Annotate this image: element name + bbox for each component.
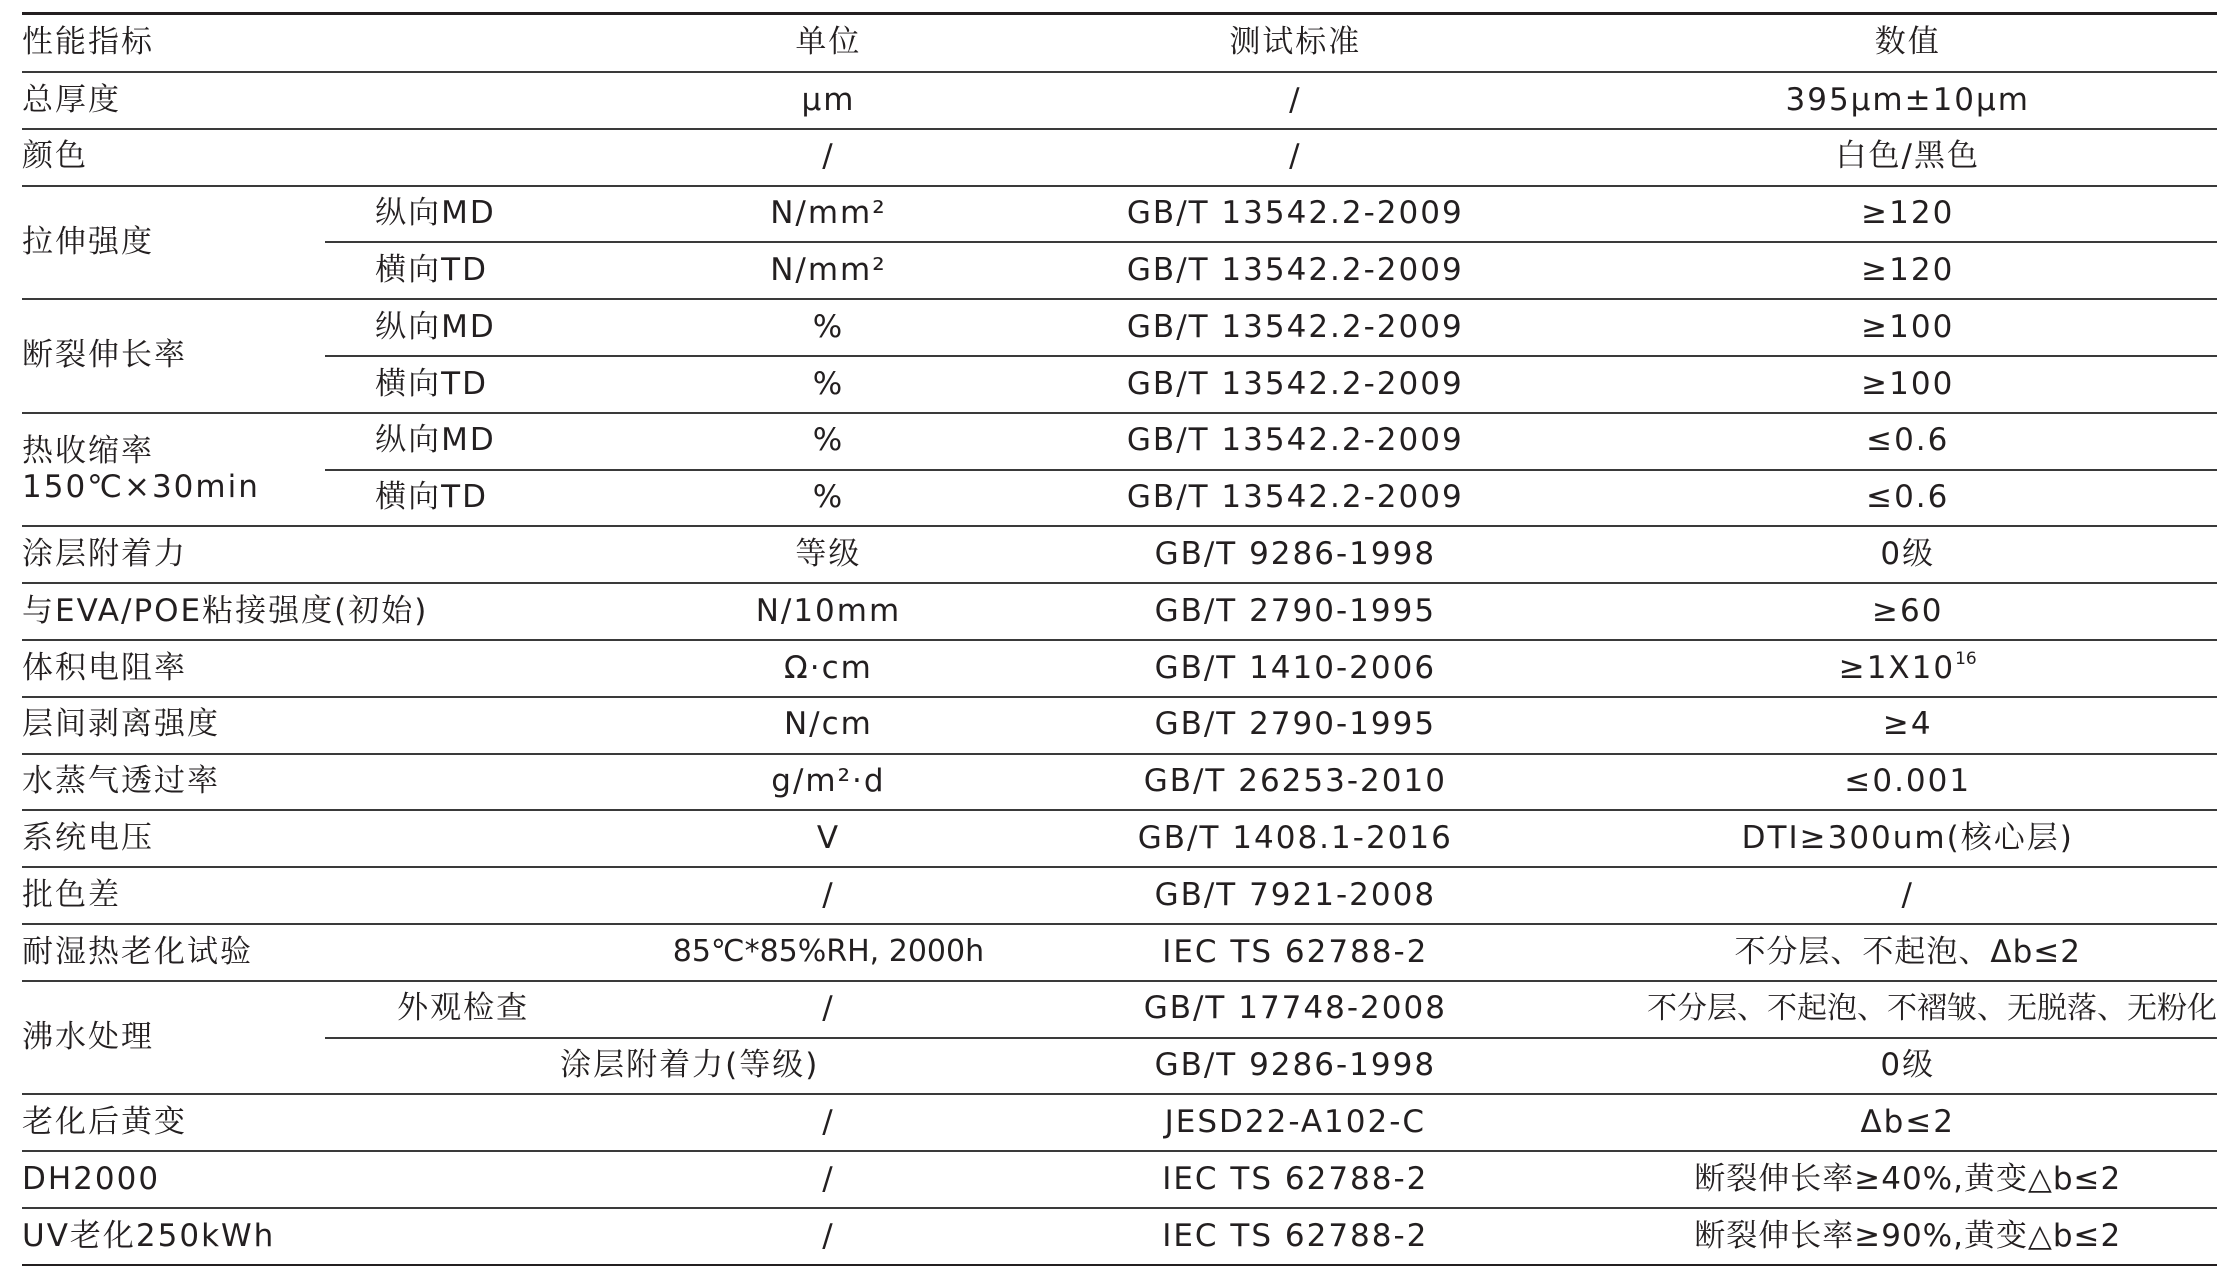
property-cell: 总厚度 xyxy=(22,72,665,129)
table-row xyxy=(22,299,2217,356)
subproperty-cell: 横向TD xyxy=(325,242,665,299)
standard-cell: IEC TS 62788-2 xyxy=(992,1208,1598,1265)
value-cell: ≥100 xyxy=(1598,299,2217,356)
unit-cell: % xyxy=(665,299,992,356)
unit-cell: / xyxy=(665,1151,992,1208)
subproperty-cell: 横向TD xyxy=(325,470,665,527)
subproperty-cell: 外观检查 xyxy=(325,981,665,1038)
property-cell: 系统电压 xyxy=(22,810,665,867)
standard-cell: / xyxy=(992,129,1598,186)
property-cell: UV老化250kWh xyxy=(22,1208,665,1265)
table-row xyxy=(22,867,2217,924)
header-row xyxy=(22,14,2217,73)
subproperty-cell: 纵向MD xyxy=(325,413,665,470)
table-row xyxy=(22,1151,2217,1208)
property-cell: 拉伸强度 xyxy=(22,186,325,300)
property-cell: 水蒸气透过率 xyxy=(22,754,665,811)
property-cell: 沸水处理 xyxy=(22,981,325,1095)
unit-cell: N/mm² xyxy=(665,186,992,243)
standard-cell: GB/T 13542.2-2009 xyxy=(992,186,1598,243)
subproperty-cell: 纵向MD xyxy=(325,186,665,243)
value-exponent: 16 xyxy=(1955,648,1977,669)
property-cell: 颜色 xyxy=(22,129,665,186)
table-row xyxy=(22,697,2217,754)
standard-cell: GB/T 13542.2-2009 xyxy=(992,413,1598,470)
standard-cell: GB/T 2790-1995 xyxy=(992,697,1598,754)
value-cell: 395μm±10μm xyxy=(1598,72,2217,129)
unit-cell: % xyxy=(665,413,992,470)
value-cell: 0级 xyxy=(1598,1038,2217,1095)
standard-cell: GB/T 17748-2008 xyxy=(992,981,1598,1038)
table-row xyxy=(22,356,2217,413)
table-row xyxy=(22,981,2217,1038)
table-row xyxy=(22,72,2217,129)
standard-cell: GB/T 13542.2-2009 xyxy=(992,356,1598,413)
unit-cell: N/cm xyxy=(665,697,992,754)
standard-cell: GB/T 9286-1998 xyxy=(992,1038,1598,1095)
standard-cell: GB/T 1408.1-2016 xyxy=(992,810,1598,867)
unit-cell: % xyxy=(665,470,992,527)
property-cell: 与EVA/POE粘接强度(初始) xyxy=(22,583,665,640)
property-cell: 耐湿热老化试验 xyxy=(22,924,665,981)
table-row xyxy=(22,186,2217,243)
unit-cell: V xyxy=(665,810,992,867)
unit-cell: / xyxy=(665,867,992,924)
value-cell xyxy=(1598,640,2217,697)
table-row xyxy=(22,1094,2217,1151)
value-cell: ≥4 xyxy=(1598,697,2217,754)
value-cell: 不分层、不起泡、Δb≤2 xyxy=(1598,924,2217,981)
unit-cell: N/mm² xyxy=(665,242,992,299)
standard-cell: GB/T 1410-2006 xyxy=(992,640,1598,697)
value-base: ≥1X10 xyxy=(1838,649,1956,686)
header-unit: 单位 xyxy=(665,14,992,73)
table-row xyxy=(22,754,2217,811)
value-cell: 断裂伸长率≥40%,黄变△b≤2 xyxy=(1598,1151,2217,1208)
value-cell: ≥120 xyxy=(1598,242,2217,299)
header-standard: 测试标准 xyxy=(992,14,1598,73)
table-row xyxy=(22,583,2217,640)
value-cell: ≥100 xyxy=(1598,356,2217,413)
header-property: 性能指标 xyxy=(22,14,665,73)
property-cell: DH2000 xyxy=(22,1151,665,1208)
unit-cell: Ω·cm xyxy=(665,640,992,697)
standard-cell: GB/T 9286-1998 xyxy=(992,526,1598,583)
value-cell: / xyxy=(1598,867,2217,924)
unit-cell: g/m²·d xyxy=(665,754,992,811)
value-cell: 0级 xyxy=(1598,526,2217,583)
property-cell xyxy=(22,413,325,527)
value-cell: Δb≤2 xyxy=(1598,1094,2217,1151)
unit-cell: / xyxy=(665,1208,992,1265)
table-row xyxy=(22,413,2217,470)
standard-cell: / xyxy=(992,72,1598,129)
subproperty-cell: 纵向MD xyxy=(325,299,665,356)
header-value: 数值 xyxy=(1598,14,2217,73)
standard-cell: GB/T 2790-1995 xyxy=(992,583,1598,640)
table-row xyxy=(22,810,2217,867)
table-row xyxy=(22,242,2217,299)
property-cell: 涂层附着力 xyxy=(22,526,665,583)
value-cell: ≤0.6 xyxy=(1598,470,2217,527)
standard-cell: IEC TS 62788-2 xyxy=(992,924,1598,981)
table-row xyxy=(22,129,2217,186)
property-cell: 老化后黄变 xyxy=(22,1094,665,1151)
table-row xyxy=(22,640,2217,697)
standard-cell: GB/T 26253-2010 xyxy=(992,754,1598,811)
standard-cell: GB/T 13542.2-2009 xyxy=(992,242,1598,299)
unit-cell: / xyxy=(665,981,992,1038)
value-cell: 白色/黑色 xyxy=(1598,129,2217,186)
spec-table xyxy=(22,12,2217,1266)
property-line: 热收缩率 xyxy=(22,432,154,469)
property-cell: 体积电阻率 xyxy=(22,640,665,697)
table-row xyxy=(22,924,2217,981)
table-row xyxy=(22,1038,2217,1095)
subproperty-cell: 涂层附着力(等级) xyxy=(325,1038,992,1095)
property-cell: 层间剥离强度 xyxy=(22,697,665,754)
table-row xyxy=(22,470,2217,527)
value-cell: ≤0.6 xyxy=(1598,413,2217,470)
standard-cell: JESD22-A102-C xyxy=(992,1094,1598,1151)
subproperty-cell: 横向TD xyxy=(325,356,665,413)
unit-cell: 85℃*85%RH, 2000h xyxy=(665,924,992,981)
standard-cell: GB/T 13542.2-2009 xyxy=(992,299,1598,356)
unit-cell: 等级 xyxy=(665,526,992,583)
standard-cell: GB/T 7921-2008 xyxy=(992,867,1598,924)
unit-cell: % xyxy=(665,356,992,413)
property-cell: 断裂伸长率 xyxy=(22,299,325,413)
unit-cell: / xyxy=(665,129,992,186)
value-cell: DTI≥300um(核心层) xyxy=(1598,810,2217,867)
property-line: 150℃×30min xyxy=(22,468,260,505)
value-cell: ≥60 xyxy=(1598,583,2217,640)
value-cell: ≥120 xyxy=(1598,186,2217,243)
standard-cell: GB/T 13542.2-2009 xyxy=(992,470,1598,527)
unit-cell: / xyxy=(665,1094,992,1151)
value-cell: 断裂伸长率≥90%,黄变△b≤2 xyxy=(1598,1208,2217,1265)
property-cell: 批色差 xyxy=(22,867,665,924)
table-row xyxy=(22,526,2217,583)
unit-cell: N/10mm xyxy=(665,583,992,640)
value-cell: ≤0.001 xyxy=(1598,754,2217,811)
standard-cell: IEC TS 62788-2 xyxy=(992,1151,1598,1208)
unit-cell: μm xyxy=(665,72,992,129)
table-row xyxy=(22,1208,2217,1265)
value-cell: 不分层、不起泡、不褶皱、无脱落、无粉化 xyxy=(1598,981,2217,1038)
